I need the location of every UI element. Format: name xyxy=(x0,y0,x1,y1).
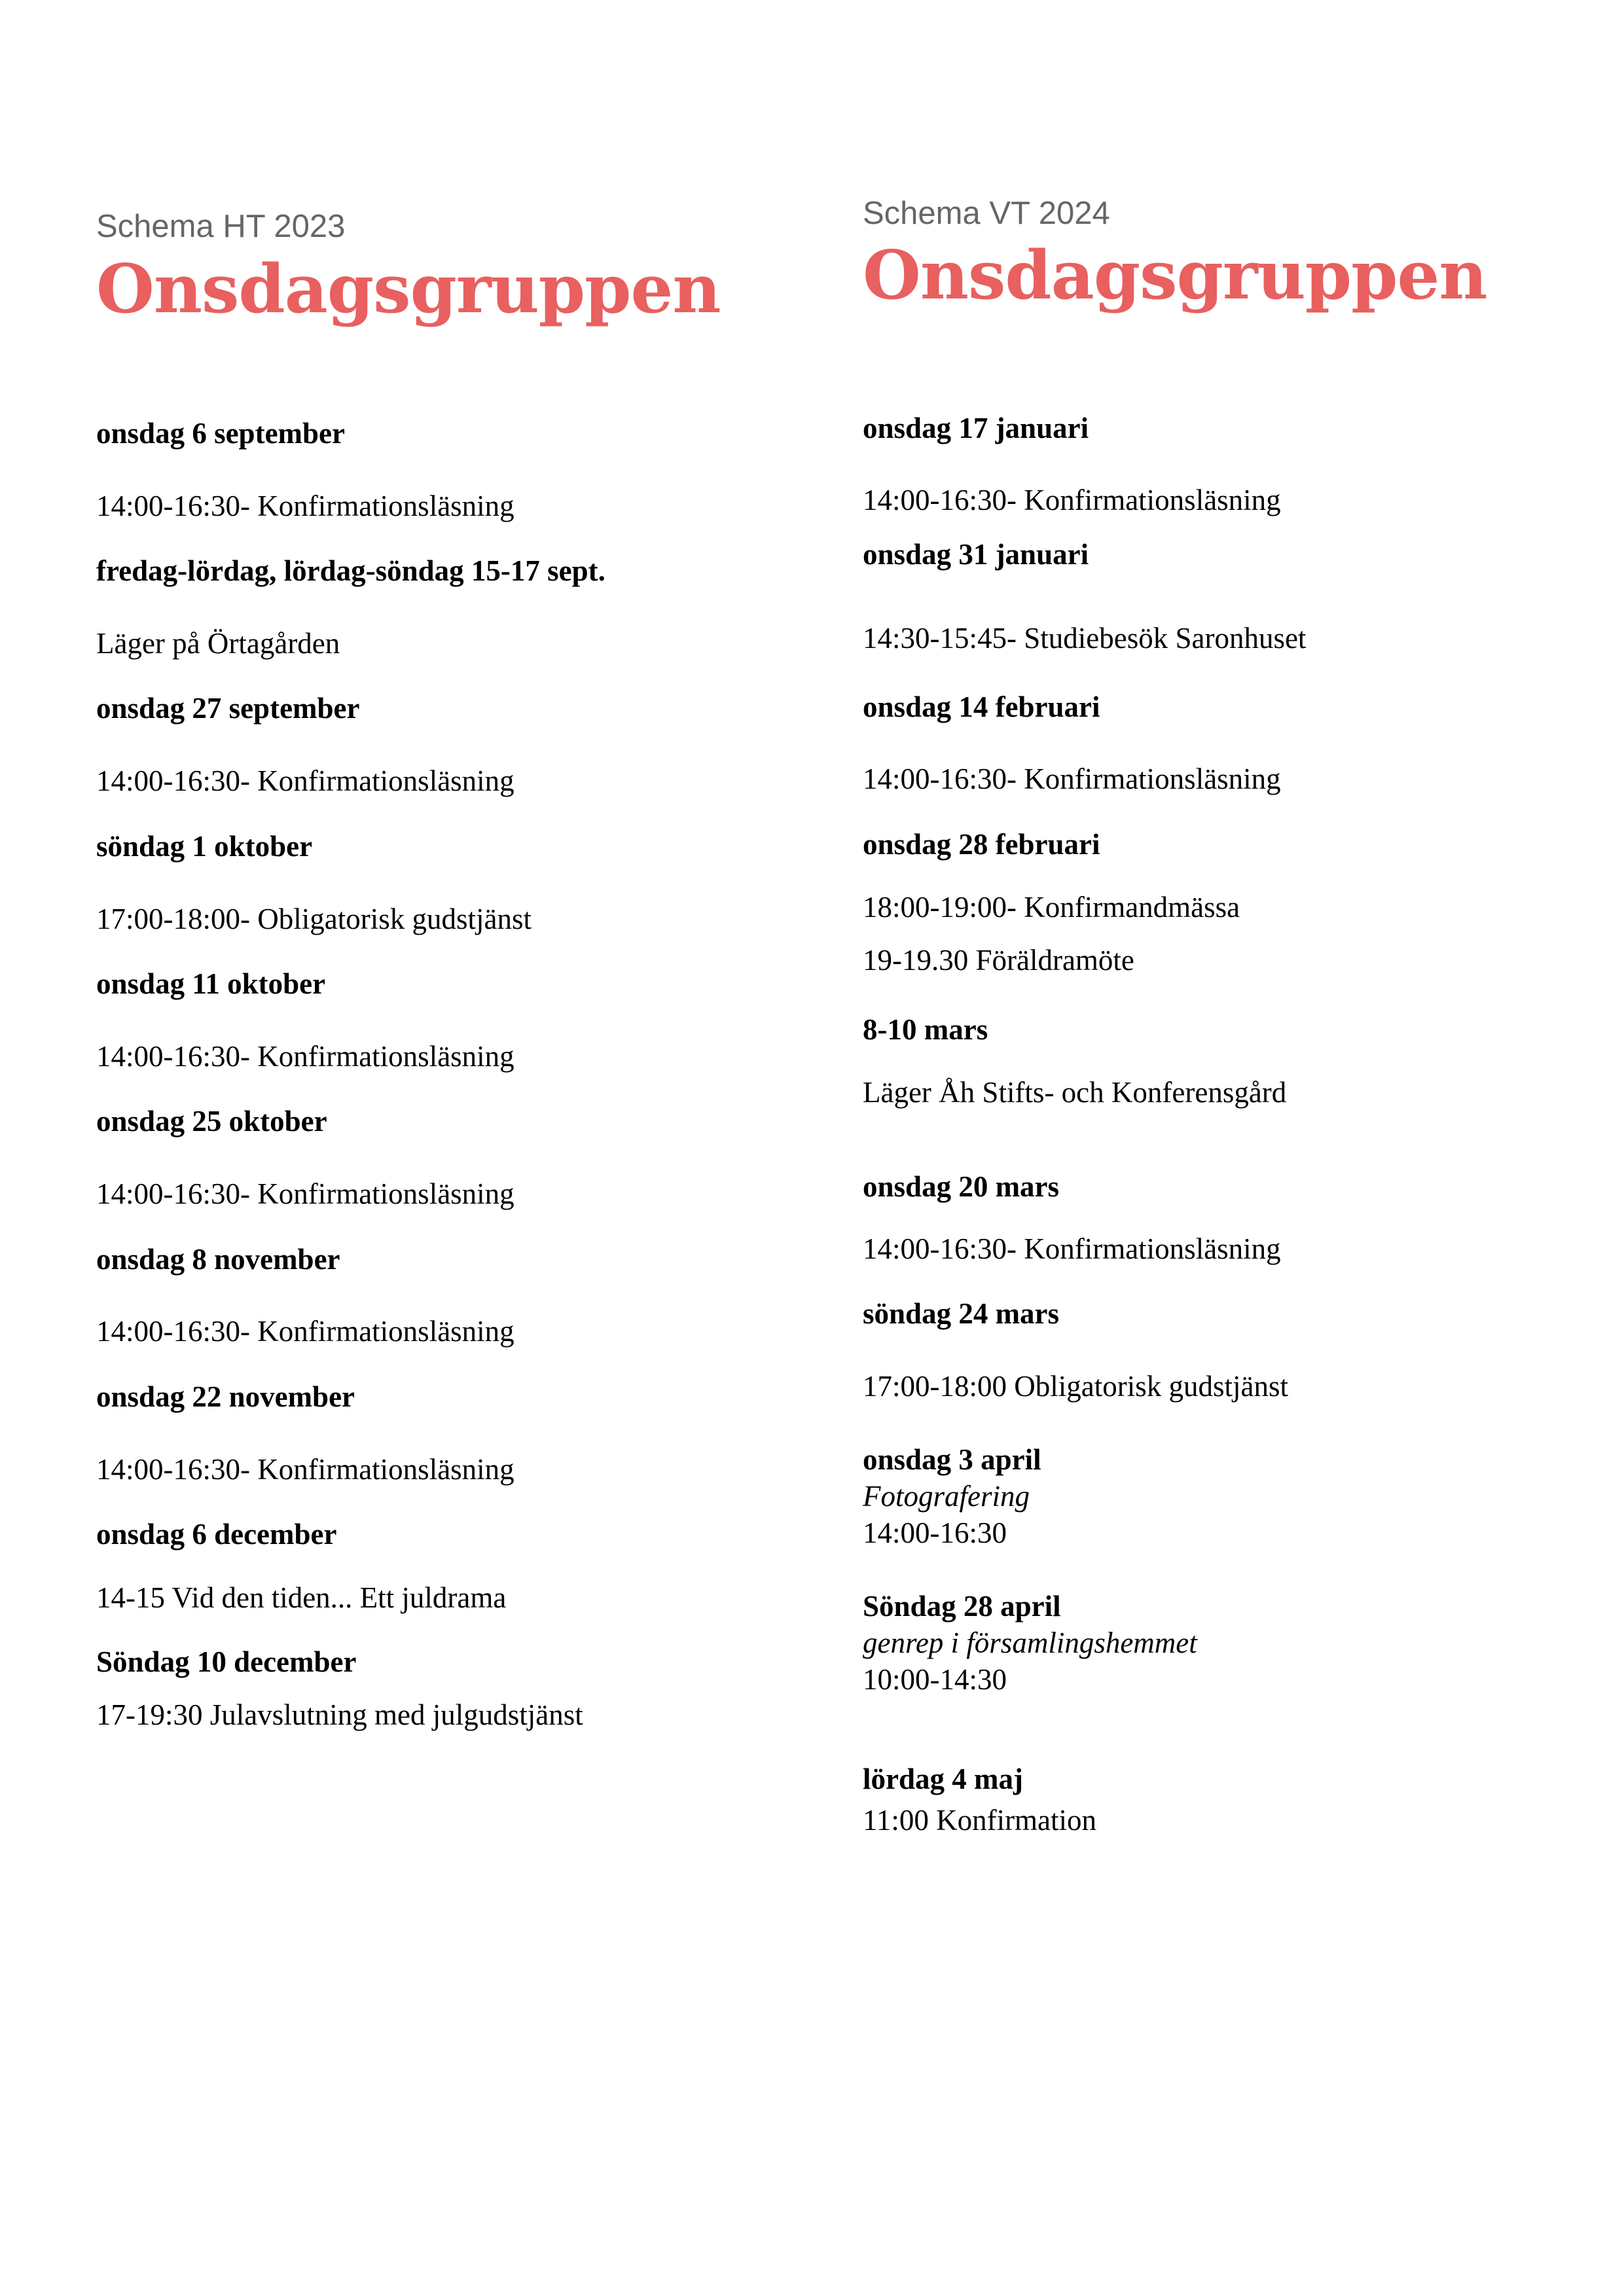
date-heading: 8-10 mars xyxy=(863,1013,988,1046)
event-note: genrep i församlingshemmet xyxy=(863,1626,1197,1659)
event-line: 17:00-18:00 Obligatorisk gudstjänst xyxy=(863,1370,1288,1403)
date-heading: onsdag 6 september xyxy=(96,417,345,450)
date-heading: onsdag 3 april xyxy=(863,1443,1041,1476)
date-heading: onsdag 11 oktober xyxy=(96,967,326,1000)
schedule-subtitle: Schema HT 2023 xyxy=(96,209,346,244)
event-line: 14:00-16:30 xyxy=(863,1516,1007,1549)
event-line: 14:00-16:30- Konfirmationsläsning xyxy=(863,1232,1281,1265)
date-heading: onsdag 31 januari xyxy=(863,538,1089,571)
date-heading: onsdag 25 oktober xyxy=(96,1105,327,1138)
event-line: 10:00-14:30 xyxy=(863,1663,1007,1696)
event-line: 14:00-16:30- Konfirmationsläsning xyxy=(96,764,514,797)
date-heading: onsdag 22 november xyxy=(96,1380,355,1413)
date-heading: fredag-lördag, lördag-söndag 15-17 sept. xyxy=(96,554,605,587)
event-line: 19-19.30 Föräldramöte xyxy=(863,944,1134,977)
date-heading: söndag 1 oktober xyxy=(96,830,313,863)
event-line: 11:00 Konfirmation xyxy=(863,1804,1097,1837)
date-heading: onsdag 17 januari xyxy=(863,412,1089,444)
event-line: 14:00-16:30- Konfirmationsläsning xyxy=(96,490,514,522)
schedule-subtitle: Schema VT 2024 xyxy=(863,196,1110,231)
event-note: Fotografering xyxy=(863,1480,1030,1513)
event-line: 14:00-16:30- Konfirmationsläsning xyxy=(863,484,1281,516)
event-line: 14:00-16:30- Konfirmationsläsning xyxy=(96,1177,514,1210)
date-heading: Söndag 28 april xyxy=(863,1590,1061,1623)
event-line: 18:00-19:00- Konfirmandmässa xyxy=(863,891,1240,924)
date-heading: lördag 4 maj xyxy=(863,1763,1023,1795)
date-heading: onsdag 8 november xyxy=(96,1243,340,1276)
schedule-title: Onsdagsgruppen xyxy=(96,250,721,329)
date-heading: onsdag 27 september xyxy=(96,692,360,725)
event-line: 14:00-16:30- Konfirmationsläsning xyxy=(863,762,1281,795)
event-line: 17:00-18:00- Obligatorisk gudstjänst xyxy=(96,903,532,935)
schedule-title: Onsdagsgruppen xyxy=(863,236,1487,315)
date-heading: onsdag 28 februari xyxy=(863,828,1100,861)
event-line: 14:00-16:30- Konfirmationsläsning xyxy=(96,1453,514,1486)
event-line: 14:30-15:45- Studiebesök Saronhuset xyxy=(863,622,1307,655)
date-heading: onsdag 14 februari xyxy=(863,691,1100,723)
event-line: 17-19:30 Julavslutning med julgudstjänst xyxy=(96,1698,583,1731)
event-line: Läger Åh Stifts- och Konferensgård xyxy=(863,1076,1287,1109)
event-line: 14:00-16:30- Konfirmationsläsning xyxy=(96,1315,514,1348)
date-heading: onsdag 20 mars xyxy=(863,1170,1060,1203)
date-heading: Söndag 10 december xyxy=(96,1645,357,1678)
event-line: 14-15 Vid den tiden... Ett juldrama xyxy=(96,1581,507,1614)
date-heading: söndag 24 mars xyxy=(863,1297,1060,1330)
event-line: 14:00-16:30- Konfirmationsläsning xyxy=(96,1040,514,1073)
date-heading: onsdag 6 december xyxy=(96,1518,337,1551)
event-line: Läger på Örtagården xyxy=(96,627,340,660)
